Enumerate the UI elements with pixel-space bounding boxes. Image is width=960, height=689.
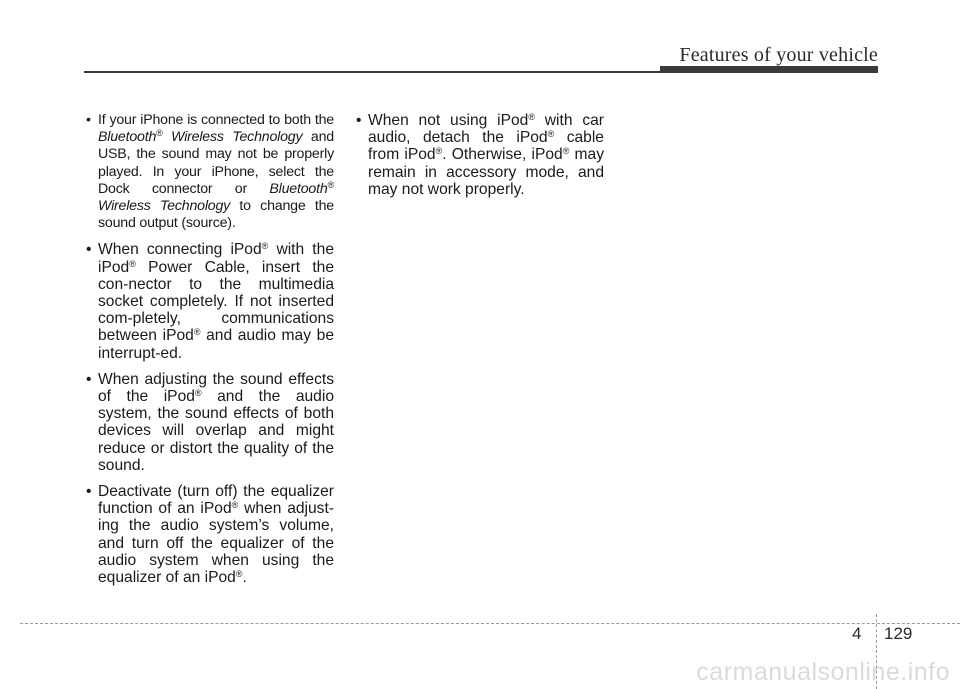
text: . Otherwise, iPod	[442, 146, 563, 164]
text: may remain in accessory mode, and may not work properly.	[368, 146, 604, 198]
text-italic: Bluetooth	[98, 129, 157, 146]
text: Deactivate (turn off) the equalizer function of an iPod	[98, 483, 334, 518]
watermark: carmanualsonline.info	[696, 658, 950, 686]
text: Power Cable, insert the con-nector to the multimedia socket completely. If not inserted com-pletely, communications between iPod	[98, 258, 334, 345]
text-italic: Wireless Technology	[162, 129, 303, 146]
page-number: 129	[884, 624, 913, 643]
text-italic: Wireless Technology	[98, 198, 231, 215]
text: When adjusting the sound effects of the iPod	[98, 370, 334, 406]
registered-mark: ®	[562, 146, 570, 157]
text: When connecting iPod	[98, 241, 262, 259]
header-rule-accent	[660, 66, 878, 73]
registered-mark: ®	[156, 128, 163, 139]
registered-mark: ®	[193, 327, 201, 338]
registered-mark: ®	[261, 241, 269, 252]
registered-mark: ®	[231, 500, 239, 511]
header-rule	[84, 71, 662, 73]
registered-mark: ®	[435, 146, 443, 157]
text: If your iPhone is connected to both the	[98, 112, 334, 128]
text: to change the sound output (source).	[98, 198, 334, 232]
registered-mark: ®	[235, 569, 243, 580]
bullet-detach-ipod	[354, 112, 604, 198]
registered-mark: ®	[547, 129, 555, 140]
bullet-iphone-bluetooth-usb	[84, 112, 334, 232]
text: When not using iPod	[368, 112, 529, 129]
registered-mark: ®	[194, 388, 202, 399]
page-header-title: Features of your vehicle	[679, 44, 878, 66]
registered-mark: ®	[129, 258, 136, 269]
footer-dashed-rule	[20, 623, 960, 624]
text-italic: Bluetooth	[269, 180, 328, 197]
text: and USB, the sound may not be properly played. In your iPhone, select the Dock connector or	[98, 129, 334, 197]
registered-mark: ®	[528, 112, 535, 122]
text: .	[242, 569, 247, 587]
right-column	[354, 112, 604, 207]
text: when adjust-ing the audio system’s volume, and turn off the equalizer of the audio system when using the equalizer of an iPod	[98, 500, 334, 587]
text: with the iPod	[98, 241, 334, 276]
bullet-ipod-power-cable	[84, 241, 334, 361]
text: with car audio, detach the iPod	[368, 112, 604, 147]
registered-mark: ®	[327, 179, 334, 190]
chapter-number: 4	[852, 624, 862, 643]
bullet-sound-effects	[84, 371, 334, 474]
text: and audio may be interrupt-ed.	[98, 327, 334, 362]
text: and the audio system, the sound effects of both devices will overlap and might reduce or distort the quality of the sound.	[98, 388, 334, 474]
text: cable from iPod	[368, 129, 604, 164]
left-column	[84, 112, 334, 595]
bullet-equalizer	[84, 483, 334, 586]
